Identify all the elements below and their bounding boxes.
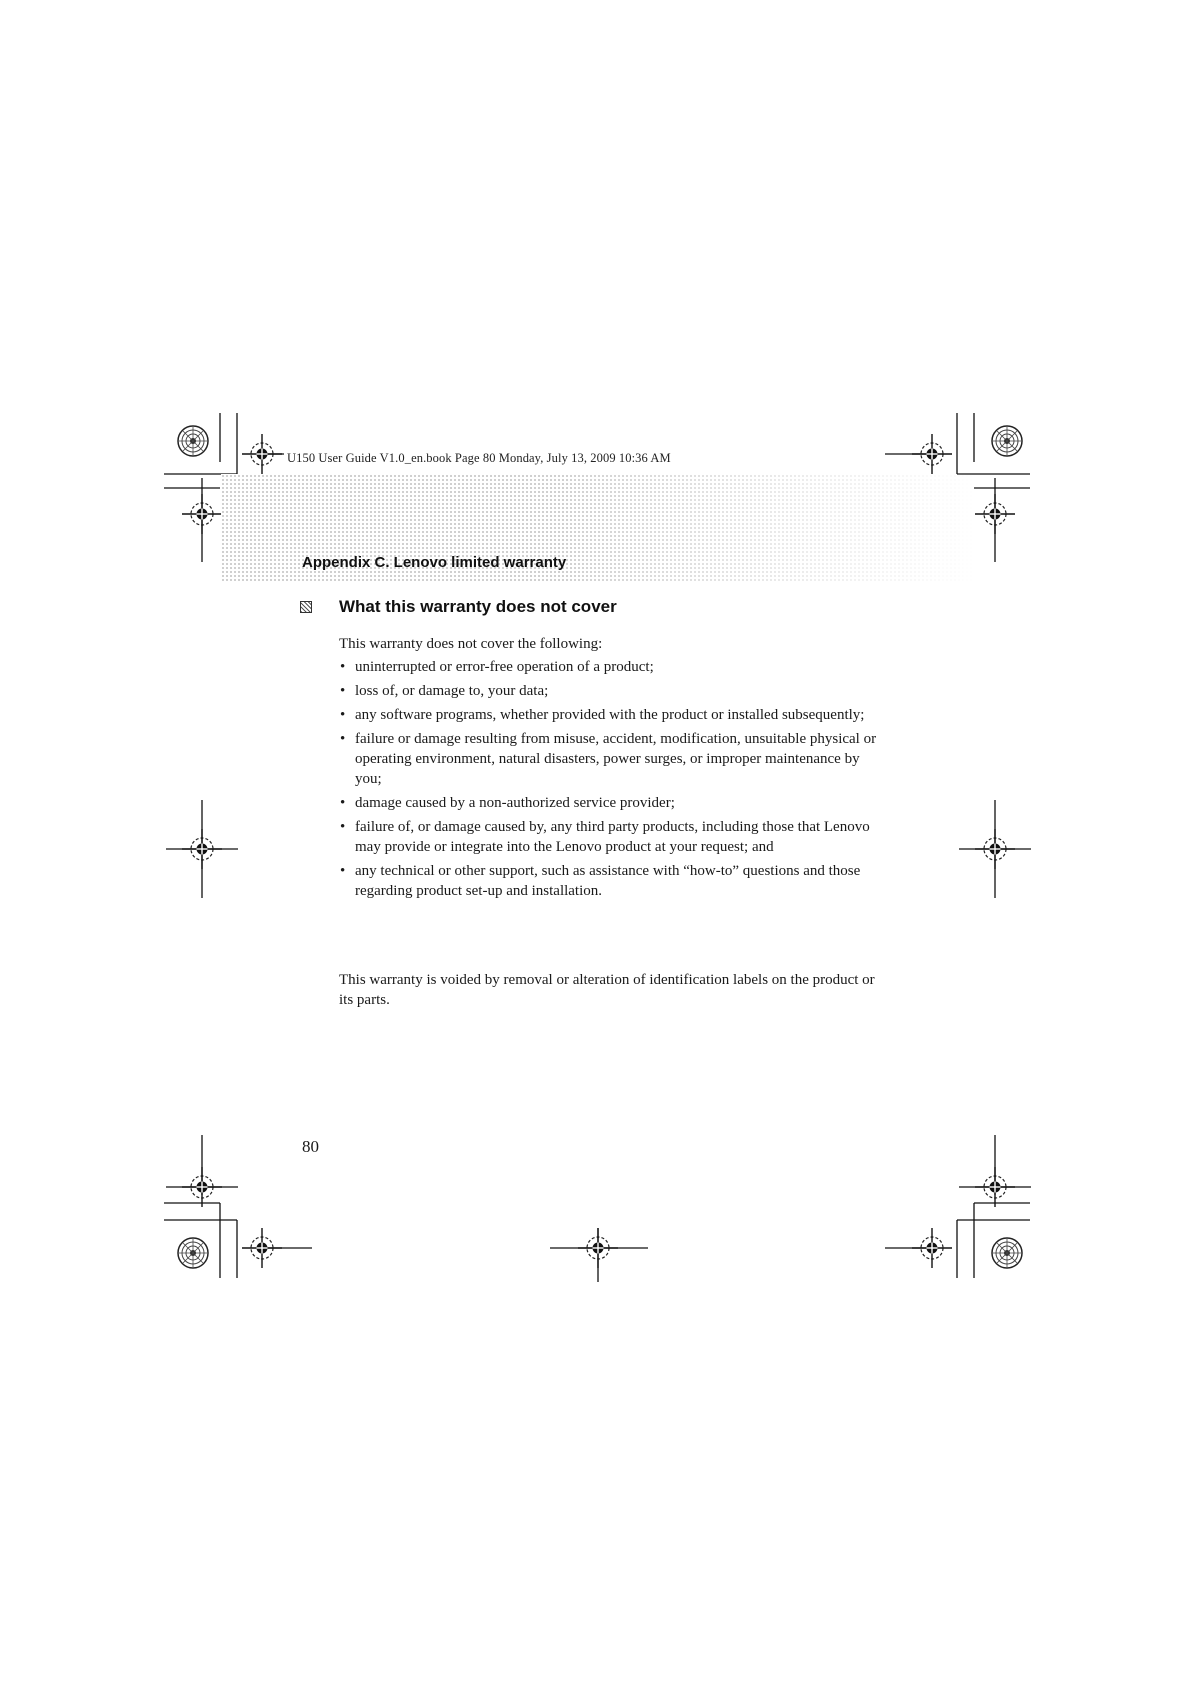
registration-target-icon bbox=[182, 494, 222, 534]
chapter-title: Appendix C. Lenovo limited warranty bbox=[302, 554, 567, 571]
list-item-text: damage caused by a non-authorized service provider; bbox=[355, 795, 675, 811]
registration-target-icon bbox=[242, 1228, 282, 1268]
list-item bbox=[339, 793, 879, 813]
list-item bbox=[339, 705, 879, 725]
list-item-text: uninterrupted or error-free operation of a product; bbox=[355, 659, 654, 675]
registration-target-icon bbox=[975, 494, 1015, 534]
bullet-icon: • bbox=[340, 819, 346, 835]
list-item bbox=[339, 729, 879, 789]
bullet-icon: • bbox=[340, 731, 346, 747]
list-item-text: failure or damage resulting from misuse, accident, modification, unsuitable physical or operating environment, natural disasters, power surges, or improper maintenance by you; bbox=[355, 731, 877, 787]
hatched-square-icon bbox=[300, 601, 312, 613]
color-wheel-icon bbox=[178, 426, 208, 456]
list-item-text: failure of, or damage caused by, any third party products, including those that Lenovo may provide or integrate into the Lenovo product at your request; and bbox=[355, 819, 870, 855]
bullet-icon: • bbox=[340, 707, 346, 723]
bullet-icon: • bbox=[340, 795, 346, 811]
bullet-icon: • bbox=[340, 863, 346, 879]
section-body bbox=[339, 634, 879, 905]
list-item bbox=[339, 657, 879, 677]
exclusion-list bbox=[339, 657, 879, 901]
registration-target-icon bbox=[182, 829, 222, 869]
registration-target-icon bbox=[975, 1167, 1015, 1207]
color-wheel-icon bbox=[992, 426, 1022, 456]
color-wheel-icon bbox=[178, 1238, 208, 1268]
registration-target-icon bbox=[242, 434, 282, 474]
closing-text: This warranty is voided by removal or alteration of identification labels on the product or its parts. bbox=[339, 972, 875, 1008]
registration-target-icon bbox=[912, 1228, 952, 1268]
bullet-icon: • bbox=[340, 683, 346, 699]
registration-target-icon bbox=[912, 434, 952, 474]
section-title: What this warranty does not cover bbox=[339, 597, 617, 616]
bullet-icon: • bbox=[340, 659, 346, 675]
list-item bbox=[339, 681, 879, 701]
intro-text: This warranty does not cover the following: bbox=[339, 636, 603, 652]
list-item-text: any software programs, whether provided with the product or installed subsequently; bbox=[355, 707, 865, 723]
color-wheel-icon bbox=[992, 1238, 1022, 1268]
list-item bbox=[339, 817, 879, 857]
page-number: 80 bbox=[302, 1137, 319, 1156]
registration-target-icon bbox=[578, 1228, 618, 1268]
list-item-text: any technical or other support, such as assistance with “how-to” questions and those regarding product set-up and installation. bbox=[355, 863, 861, 899]
list-item bbox=[339, 861, 879, 901]
book-file-header: U150 User Guide V1.0_en.book Page 80 Monday, July 13, 2009 10:36 AM bbox=[287, 451, 671, 465]
registration-target-icon bbox=[975, 829, 1015, 869]
crop-mark-bottom-right bbox=[957, 1203, 1030, 1278]
list-item-text: loss of, or damage to, your data; bbox=[355, 683, 549, 699]
registration-target-icon bbox=[182, 1167, 222, 1207]
